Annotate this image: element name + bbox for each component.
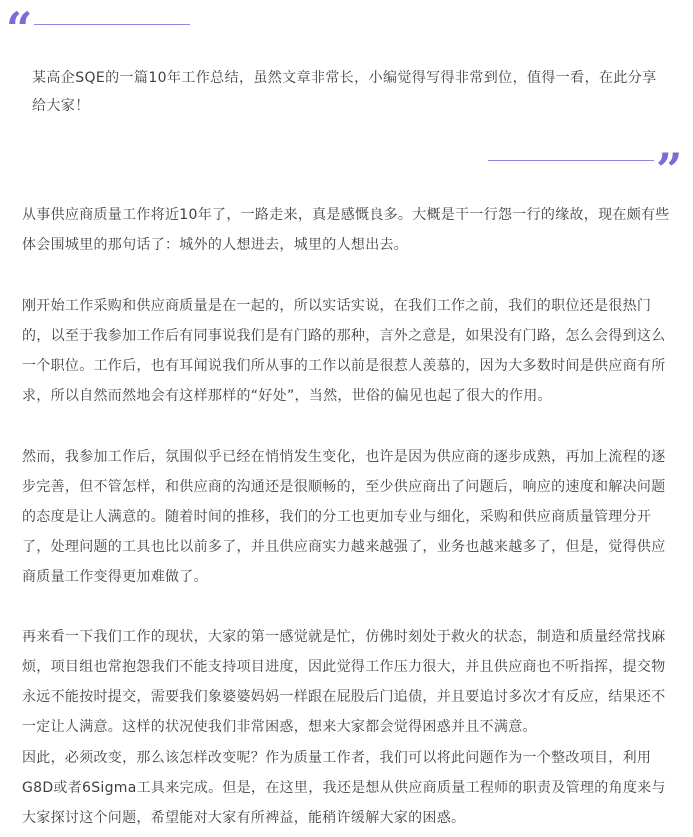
article-paragraph: 然而，我参加工作后，氛围似乎已经在悄悄发生变化，也许是因为供应商的逐步成熟，再加上流程的逐步完善，但不管怎样，和供应商的沟通还是很顺畅的，至少供应商出了问题后，响应的速度和解决问题的态度是让人满意的。随着时间的推移，我们的分工也更加专业与细化，采购和供应商质量管理分开了，处理问题的工具也比以前多了，并且供应商实力越来越强了，业务也越来越多了，但是，觉得供应商质量工作变得更加难做了。: [22, 449, 666, 585]
intro-quote-text: 某高企SQE的一篇10年工作总结，虽然文章非常长，小编觉得写得非常到位，值得一看，在此分享给大家！: [32, 70, 657, 114]
open-quote-icon: “: [6, 2, 27, 56]
article-paragraph: 从事供应商质量工作将近10年了，一路走来，真是感慨良多。大概是干一行怨一行的缘故，现在颇有些体会围城里的那句话了：城外的人想进去，城里的人想出去。: [22, 207, 670, 253]
close-quote-icon: ”: [656, 143, 677, 197]
quote-top-rule: [34, 24, 190, 25]
quote-bottom-rule: [488, 160, 654, 161]
article-paragraph: 刚开始工作采购和供应商质量是在一起的，所以实话实说，在我们工作之前，我们的职位还是很热门的，以至于我参加工作后有同事说我们是有门路的那种，言外之意是，如果没有门路，怎么会得到这么一个职位。工作后，也有耳闻说我们所从事的工作以前是很惹人羡慕的，因为大多数时间是供应商有所求，所以自然而然地会有这样那样的“好处”，当然，世俗的偏见也起了很大的作用。: [22, 298, 666, 404]
article-paragraph: 因此，必须改变，那么该怎样改变呢？作为质量工作者，我们可以将此问题作为一个整改项目，利用G8D或者6Sigma工具来完成。但是，在这里，我还是想从供应商质量工程师的职责及管理的角度来与大家探讨这个问题，希望能对大家有所裨益，能稍许缓解大家的困惑。: [22, 750, 666, 826]
article-paragraph: 再来看一下我们工作的现状，大家的第一感觉就是忙，仿佛时刻处于救火的状态，制造和质量经常找麻烦，项目组也常抱怨我们不能支持项目进度，因此觉得工作压力很大，并且供应商也不听指挥，提交物永远不能按时提交，需要我们象婆婆妈妈一样跟在屁股后门追债，并且要追讨多次才有反应，结果还不一定让人满意。这样的状况使我们非常困惑，想来大家都会觉得困惑并且不满意。: [22, 629, 666, 735]
